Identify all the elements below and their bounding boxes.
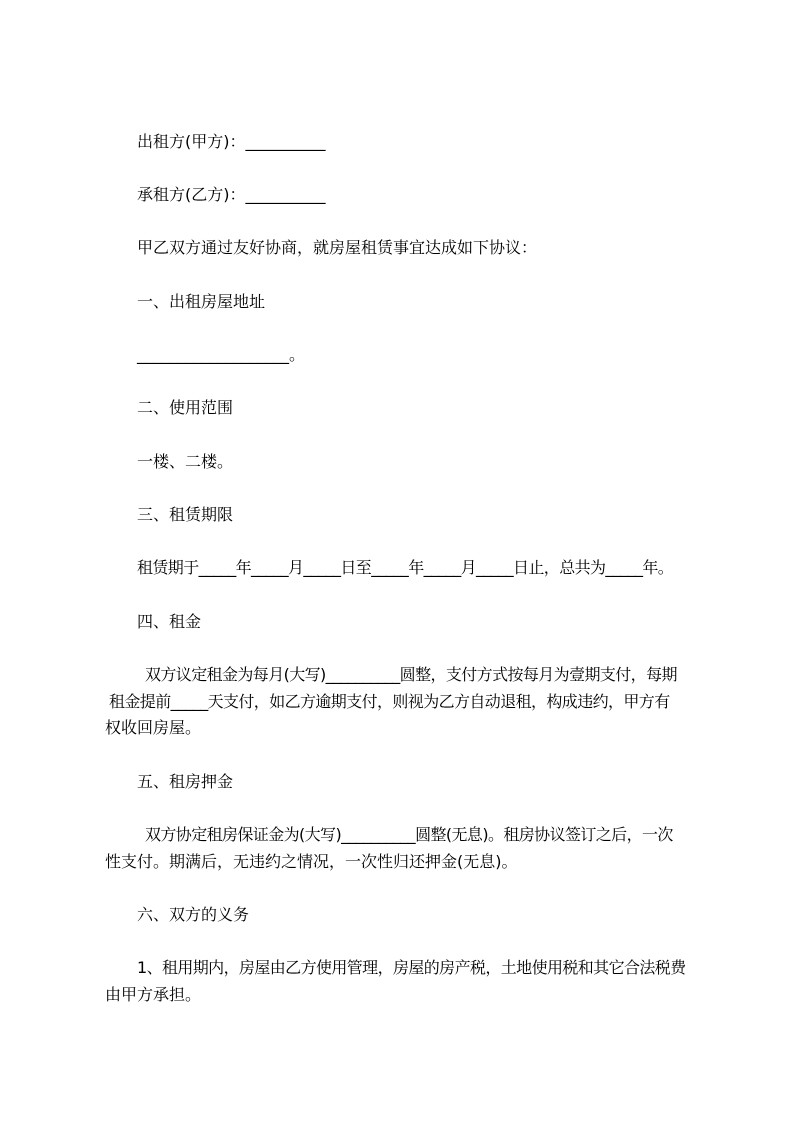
section-5-body-line-2: 性支付。期满后，无违约之情况，一次性归还押金(无息)。: [105, 852, 518, 871]
section-2-title: 二、使用范围: [137, 398, 234, 417]
section-1-title: 一、出租房屋地址: [137, 292, 266, 311]
section-5-title: 五、租房押金: [137, 772, 234, 791]
section-6-title: 六、双方的义务: [137, 905, 250, 924]
section-4-body-line-1: 双方议定租金为每月(大写)__________圆整，支付方式按每月为壹期支付，每期: [145, 665, 677, 684]
lessee-line: 承租方(乙方)：__________: [137, 185, 326, 204]
lessor-line: 出租方(甲方)：__________: [137, 132, 326, 151]
section-4-body-line-2: 租金提前_____天支付，如乙方逾期支付，则视为乙方自动退租，构成违约，甲方有: [109, 692, 670, 711]
section-3-body: 租赁期于_____年_____月_____日至_____年_____月_____日止，总共为_____年。: [137, 558, 674, 577]
section-3-title: 三、租赁期限: [137, 505, 234, 524]
section-2-body: 一楼、二楼。: [137, 452, 234, 471]
section-5-body-line-1: 双方协定租房保证金为(大写)__________圆整(无息)。租房协议签订之后，一次: [145, 825, 673, 844]
section-6-item-1-line-2: 由甲方承担。: [105, 985, 202, 1004]
section-1-body: ___________________。: [137, 345, 306, 364]
intro-paragraph: 甲乙双方通过友好协商，就房屋租赁事宜达成如下协议：: [137, 238, 538, 257]
section-4-title: 四、租金: [137, 612, 202, 631]
section-4-body-line-3: 权收回房屋。: [105, 718, 202, 737]
section-6-item-1-line-1: 1、租用期内，房屋由乙方使用管理，房屋的房产税，土地使用税和其它合法税费: [137, 958, 686, 977]
